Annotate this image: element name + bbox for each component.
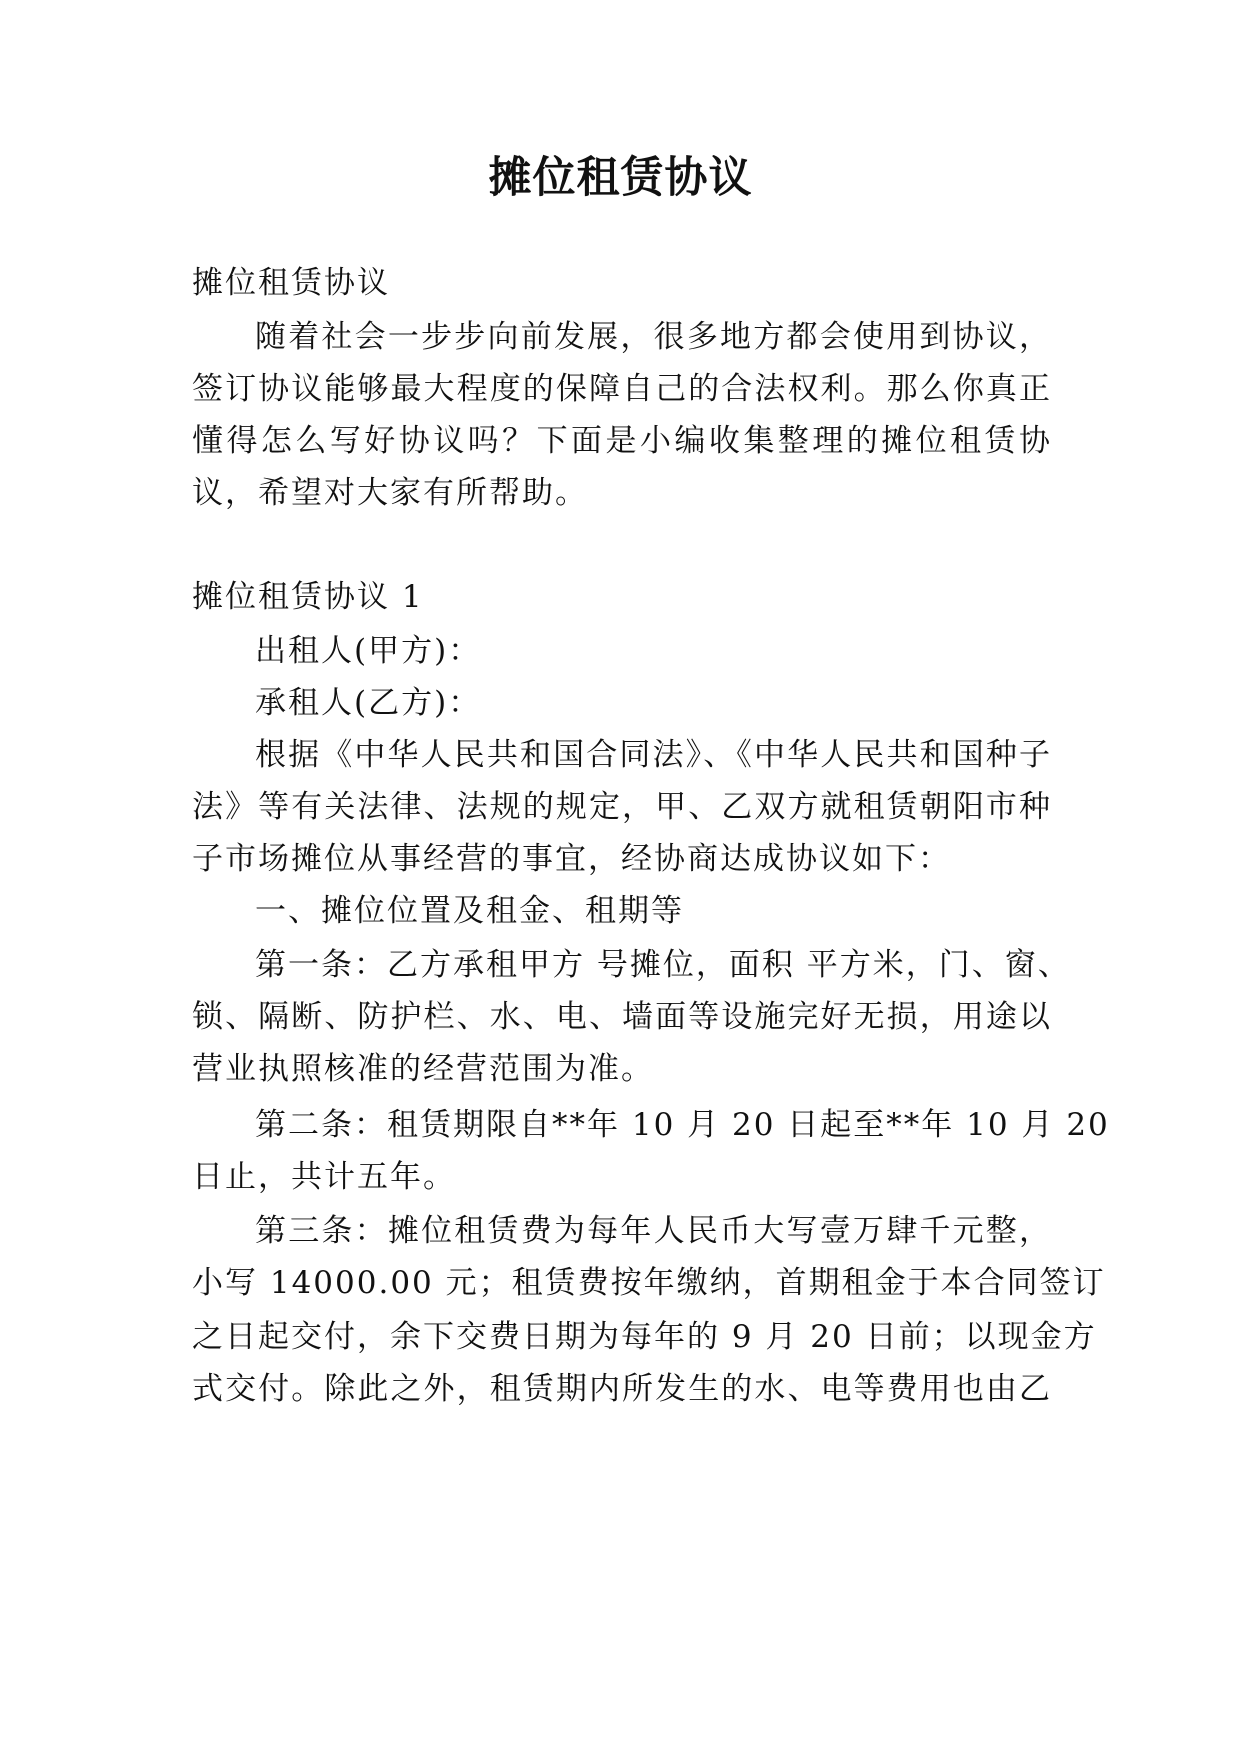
- paragraph-line: 子市场摊位从事经营的事宜，经协商达成协议如下：: [192, 841, 951, 877]
- intro-heading: 摊位租赁协议: [192, 265, 390, 301]
- section-heading: 摊位租赁协议 1: [192, 579, 424, 615]
- paragraph-line: 根据《中华人民共和国合同法》、《中华人民共和国种子: [255, 737, 1052, 773]
- clause-line: 式交付。除此之外，租赁期内所发生的水、电等费用也由乙: [192, 1371, 1052, 1407]
- clause-line: 小写 14000.00 元；租赁费按年缴纳，首期租金于本合同签订: [192, 1265, 1106, 1301]
- lessor-line: 出租人(甲方)：: [255, 633, 482, 669]
- lessee-line: 承租人(乙方)：: [255, 685, 482, 721]
- paragraph-line: 法》等有关法律、法规的规定，甲、乙双方就租赁朝阳市种: [192, 789, 1052, 825]
- clause-line: 营业执照核准的经营范围为准。: [192, 1051, 654, 1087]
- clause-line: 之日起交付，余下交费日期为每年的 9 月 20 日前；以现金方: [192, 1319, 1097, 1355]
- document-title: 摊位租赁协议: [488, 153, 753, 203]
- paragraph-line: 随着社会一步步向前发展，很多地方都会使用到协议，: [255, 319, 1052, 355]
- clause-line: 第三条：摊位租赁费为每年人民币大写壹万肆千元整，: [255, 1213, 1052, 1249]
- clause-line: 日止，共计五年。: [192, 1159, 456, 1195]
- clause-line: 第一条：乙方承租甲方 号摊位，面积 平方米，门、窗、: [255, 947, 1071, 983]
- clause-line: 第二条：租赁期限自**年 10 月 20 日起至**年 10 月 20: [255, 1107, 1110, 1143]
- clause-line: 锁、隔断、防护栏、水、电、墙面等设施完好无损，用途以: [192, 999, 1052, 1035]
- clause-heading: 一、摊位位置及租金、租期等: [255, 893, 684, 929]
- paragraph-line: 懂得怎么写好协议吗？下面是小编收集整理的摊位租赁协: [192, 423, 1052, 459]
- paragraph-line: 议，希望对大家有所帮助。: [192, 475, 588, 511]
- paragraph-line: 签订协议能够最大程度的保障自己的合法权利。那么你真正: [192, 371, 1052, 407]
